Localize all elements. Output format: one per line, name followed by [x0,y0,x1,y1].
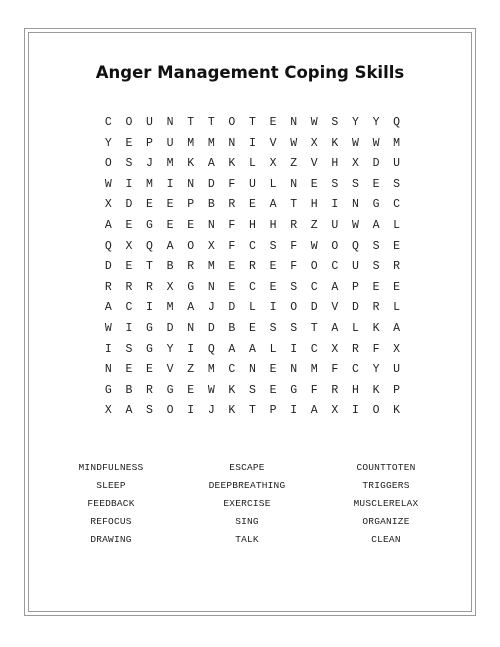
grid-letter: Y [351,116,359,129]
grid-letter: A [269,198,277,212]
grid-letter: U [146,116,153,129]
grid-letter: G [187,280,195,294]
grid-letter: I [125,321,133,335]
grid-letter: F [228,177,236,191]
word-list-item: REFOCUS [90,516,132,527]
grid-letter: S [331,177,339,191]
grid-letter: M [207,260,215,274]
grid-letter: R [146,383,153,397]
grid-letter: E [269,260,277,274]
grid-letter: S [351,177,359,191]
grid-letter: G [146,342,153,356]
grid-letter: O [331,239,339,253]
grid-letter: C [351,363,359,377]
grid-letter: D [104,260,112,274]
grid-letter: Q [207,342,215,356]
grid-letter: B [207,198,215,212]
grid-letter: M [393,136,401,150]
grid-letter: W [104,177,112,191]
grid-letter: D [207,321,215,335]
grid-letter: M [207,363,215,377]
grid-letter: N [228,136,236,150]
grid-letter: A [331,280,339,294]
grid-letter: T [146,260,153,274]
grid-letter: U [351,260,359,274]
grid-letter: Z [290,157,298,171]
grid-letter: W [310,116,318,129]
grid-letter: G [372,198,380,212]
letter-grid [98,113,407,422]
grid-letter: E [187,218,195,232]
grid-letter: O [125,116,133,129]
grid-letter: D [207,177,215,191]
grid-letter: A [125,404,133,418]
word-list-item: FEEDBACK [87,498,135,509]
grid-letter: C [104,116,112,129]
grid-letter: S [125,342,133,356]
grid-letter: K [393,404,401,418]
grid-letter: R [104,280,112,294]
grid-letter: Y [372,363,380,377]
grid-letter: C [310,342,318,356]
grid-letter: P [187,198,195,212]
grid-letter: W [351,218,359,232]
grid-letter: F [290,260,298,274]
grid-letter: D [351,301,359,315]
grid-letter: S [372,260,380,274]
grid-letter: Q [393,116,401,129]
grid-letter: H [269,218,277,232]
grid-letter: R [331,383,339,397]
grid-letter: W [207,383,215,397]
grid-letter: E [166,218,174,232]
grid-letter: D [166,321,174,335]
grid-letter: E [269,116,277,129]
grid-letter: U [393,157,401,171]
grid-letter: R [393,260,401,274]
grid-letter: N [351,198,359,212]
grid-letter: Y [104,136,112,150]
grid-letter: A [187,301,195,315]
grid-letter: L [269,177,277,191]
grid-letter: V [331,301,339,315]
grid-letter: N [207,218,215,232]
grid-letter: R [146,280,153,294]
grid-letter: L [393,218,401,232]
grid-letter: E [125,363,133,377]
word-list-item: SING [235,516,259,527]
grid-letter: K [331,136,339,150]
grid-letter: N [207,280,215,294]
grid-letter: I [146,301,153,315]
grid-letter: K [372,321,380,335]
grid-letter: M [207,136,215,150]
grid-letter: M [310,363,318,377]
grid-letter: C [249,239,256,253]
grid-letter: S [269,321,277,335]
grid-letter: N [249,363,256,377]
grid-letter: F [228,218,236,232]
grid-letter: M [187,136,195,150]
grid-letter: I [125,177,133,191]
grid-letter: N [166,116,174,129]
grid-letter: F [372,342,380,356]
grid-letter: W [372,136,380,150]
grid-letter: E [187,383,195,397]
word-list-item: TALK [235,534,259,545]
grid-letter: I [104,342,112,356]
grid-letter: S [269,239,277,253]
grid-letter: X [207,239,215,253]
grid-letter: O [310,260,318,274]
grid-letter: H [331,157,339,171]
word-list-item: DRAWING [90,534,132,545]
grid-letter: F [290,239,298,253]
grid-letter: E [125,260,133,274]
grid-letter: O [104,157,112,171]
grid-letter: U [393,363,401,377]
grid-letter: R [187,260,195,274]
grid-letter: V [269,136,277,150]
grid-letter: V [310,157,318,171]
word-list [50,459,450,549]
grid-letter: J [207,404,215,418]
grid-letter: H [310,198,318,212]
grid-letter: S [146,404,153,418]
grid-letter: L [269,342,277,356]
grid-letter: U [166,136,174,150]
grid-letter: U [331,218,339,232]
grid-letter: I [331,198,339,212]
grid-letter: J [207,301,215,315]
grid-letter: X [104,404,112,418]
grid-letter: S [290,280,298,294]
word-list-item: CLEAN [371,534,401,545]
grid-letter: E [310,177,318,191]
word-list-item: MUSCLERELAX [353,498,419,509]
grid-letter: P [393,383,401,397]
grid-letter: G [290,383,298,397]
grid-letter: N [290,177,298,191]
grid-letter: N [187,321,195,335]
grid-letter: P [146,136,153,150]
grid-letter: T [249,116,256,129]
grid-letter: S [393,177,401,191]
grid-letter: I [187,342,195,356]
grid-letter: X [351,157,359,171]
grid-letter: E [269,383,277,397]
grid-letter: W [290,136,298,150]
grid-letter: I [187,404,195,418]
grid-letter: R [372,301,380,315]
grid-letter: A [104,301,112,315]
grid-letter: V [166,363,174,377]
grid-letter: E [269,363,277,377]
grid-letter: M [166,157,174,171]
grid-letter: D [372,157,380,171]
grid-letter: A [249,342,256,356]
grid-letter: E [372,177,380,191]
grid-letter: I [290,342,298,356]
grid-letter: S [125,157,133,171]
grid-letter: A [393,321,401,335]
grid-letter: P [269,404,277,418]
grid-letter: A [331,321,339,335]
grid-letter: S [290,321,298,335]
grid-letter: C [393,198,401,212]
grid-letter: Q [104,239,112,253]
grid-letter: F [310,383,318,397]
grid-letter: O [166,404,174,418]
grid-letter: Y [372,116,380,129]
grid-letter: E [146,363,153,377]
word-list-item: DEEPBREATHING [208,480,286,491]
grid-letter: G [146,218,153,232]
grid-letter: B [228,321,236,335]
grid-letter: E [228,280,236,294]
grid-letter: I [249,136,256,150]
grid-letter: Q [146,239,153,253]
word-list-item: SLEEP [96,480,126,491]
grid-letter: E [249,321,256,335]
grid-letter: A [104,218,112,232]
grid-letter: M [166,301,174,315]
grid-letter: E [125,218,133,232]
grid-letter: R [249,260,256,274]
grid-letter: Q [351,239,359,253]
grid-letter: T [310,321,318,335]
grid-letter: E [166,198,174,212]
grid-letter: E [393,280,401,294]
grid-letter: K [228,383,236,397]
word-list-item: ESCAPE [229,462,265,473]
grid-letter: E [146,198,153,212]
grid-letter: T [207,116,215,129]
grid-letter: Z [187,363,195,377]
grid-letter: C [310,280,318,294]
grid-letter: L [249,301,256,315]
grid-letter: N [290,363,298,377]
grid-letter: X [125,239,133,253]
grid-letter: X [310,136,318,150]
grid-letter: E [393,239,401,253]
grid-letter: G [146,321,153,335]
grid-letter: H [351,383,359,397]
grid-letter: J [146,157,153,171]
grid-letter: B [125,383,133,397]
grid-letter: E [249,198,256,212]
grid-letter: R [351,342,359,356]
grid-letter: T [249,404,256,418]
grid-letter: I [269,301,277,315]
grid-letter: A [166,239,174,253]
grid-letter: F [331,363,339,377]
grid-letter: X [331,342,339,356]
grid-letter: E [269,280,277,294]
grid-letter: O [228,116,236,129]
grid-letter: S [372,239,380,253]
grid-letter: R [290,218,298,232]
grid-letter: L [393,301,401,315]
grid-letter: C [125,301,133,315]
grid-letter: H [249,218,256,232]
grid-letter: A [310,404,318,418]
grid-letter: R [228,198,236,212]
word-list-item: MINDFULNESS [78,462,144,473]
grid-letter: A [207,157,215,171]
grid-letter: N [187,177,195,191]
grid-letter: I [351,404,359,418]
grid-letter: L [351,321,359,335]
grid-letter: B [166,260,174,274]
grid-letter: W [104,321,112,335]
grid-letter: T [187,116,195,129]
grid-letter: L [249,157,256,171]
word-list-item: COUNTTOTEN [356,462,416,473]
grid-letter: X [269,157,277,171]
grid-letter: E [228,260,236,274]
word-list-item: ORGANIZE [362,516,410,527]
grid-letter: M [146,177,153,191]
grid-letter: U [249,177,256,191]
word-list-item: TRIGGERS [362,480,410,491]
grid-letter: X [166,280,174,294]
grid-letter: Z [310,218,318,232]
grid-letter: T [290,198,298,212]
grid-letter: K [228,157,236,171]
grid-letter: A [372,218,380,232]
word-list-item: EXERCISE [223,498,271,509]
grid-letter: C [228,363,236,377]
grid-letter: G [166,383,174,397]
grid-letter: Y [166,342,174,356]
grid-letter: O [290,301,298,315]
grid-letter: E [125,136,133,150]
grid-letter: O [187,239,195,253]
grid-letter: C [249,280,256,294]
grid-letter: W [310,239,318,253]
grid-letter: D [228,301,236,315]
grid-letter: N [290,116,298,129]
grid-letter: W [351,136,359,150]
grid-letter: D [310,301,318,315]
grid-letter: F [228,239,236,253]
grid-letter: K [372,383,380,397]
grid-letter: X [331,404,339,418]
grid-letter: P [351,280,359,294]
grid-letter: E [372,280,380,294]
page-title: Anger Management Coping Skills [95,63,405,82]
grid-letter: S [331,116,339,129]
grid-letter: O [372,404,380,418]
grid-letter: G [104,383,112,397]
grid-letter: R [125,280,133,294]
grid-letter: S [249,383,256,397]
grid-letter: D [125,198,133,212]
grid-letter: X [104,198,112,212]
grid-letter: K [187,157,195,171]
grid-letter: A [228,342,236,356]
grid-letter: X [393,342,401,356]
grid-letter: N [104,363,112,377]
grid-letter: C [331,260,339,274]
grid-letter: I [290,404,298,418]
grid-letter: K [228,404,236,418]
grid-letter: I [166,177,174,191]
